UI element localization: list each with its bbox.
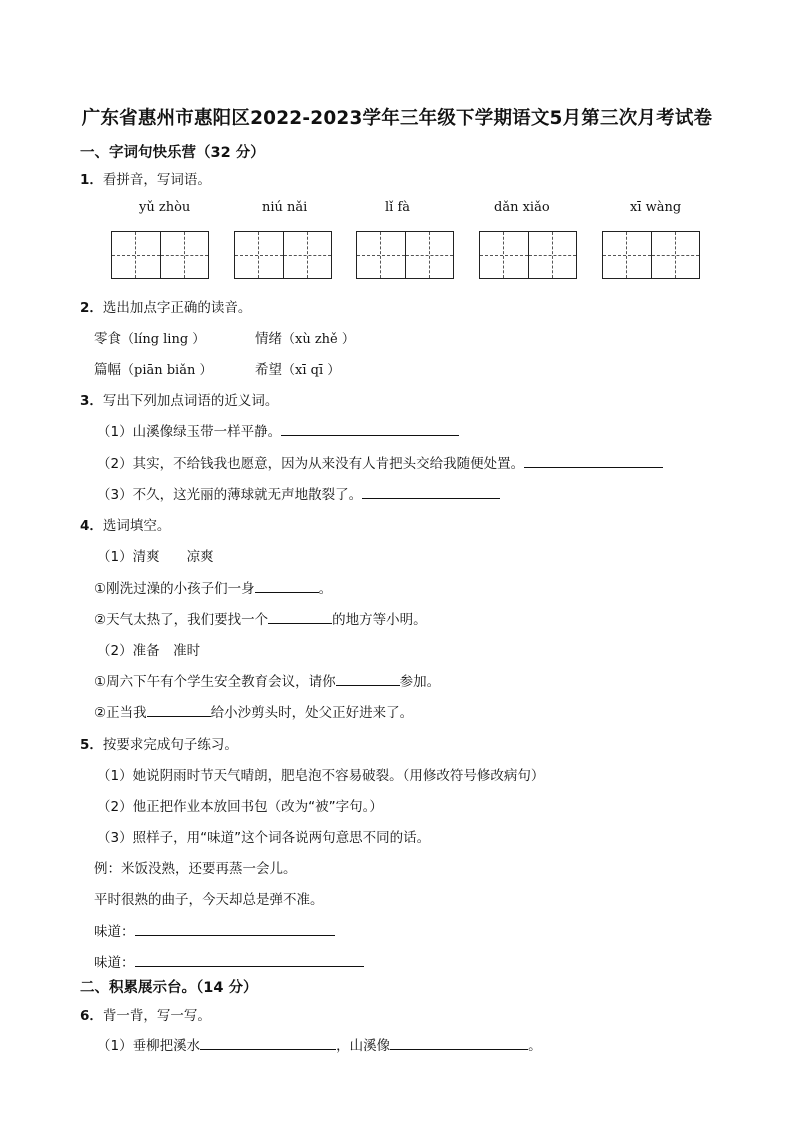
question-5	[80, 733, 238, 753]
answer-blank[interactable]	[336, 671, 400, 686]
word-choice-group: （2）准备 准时	[97, 643, 201, 659]
sentence-text: 的地方等小明。	[332, 612, 427, 628]
answer-blank[interactable]	[390, 1035, 528, 1050]
question-number: 2．	[80, 300, 103, 316]
answer-blank[interactable]	[268, 609, 332, 624]
question-prompt: 看拼音，写词语。	[102, 172, 211, 188]
writing-grid[interactable]	[479, 231, 577, 279]
writing-cell[interactable]	[235, 232, 283, 278]
word-choice-group: （1）清爽 凉爽	[97, 549, 214, 565]
reading-options: （piān biǎn ）	[121, 363, 213, 378]
question-6	[80, 1004, 211, 1024]
question-prompt: 按要求完成句子练习。	[102, 737, 238, 753]
example-sentence: 例：米饭没熟，还要再蒸一会儿。	[94, 861, 297, 877]
answer-blank[interactable]	[135, 921, 335, 936]
question-number: 1．	[80, 172, 103, 188]
question-3	[80, 389, 278, 409]
sentence-text: ①周六下午有个学生安全教育会议，请你	[94, 674, 336, 690]
synonym-item	[97, 452, 663, 472]
reading-word: 零食	[94, 331, 121, 347]
example-sentence: 平时很熟的曲子，今天却总是弹不准。	[94, 892, 324, 908]
writing-grid[interactable]	[234, 231, 332, 279]
synonym-sentence: （1）山溪像绿玉带一样平静。	[97, 424, 282, 440]
reading-options: （xù zhě ）	[282, 332, 355, 347]
sentence-text: ①刚洗过澡的小孩子们一身	[94, 581, 255, 597]
synonym-item	[97, 420, 459, 440]
reading-word: 希望	[255, 362, 282, 378]
sentence-text: 给小沙剪头时，处父正好进来了。	[210, 705, 414, 721]
sentence-task: （3）照样子，用“味道”这个词各说两句意思不同的话。	[97, 830, 431, 846]
writing-cell[interactable]	[405, 232, 453, 278]
question-prompt: 背一背，写一写。	[102, 1008, 211, 1024]
writing-cell[interactable]	[480, 232, 528, 278]
writing-cell[interactable]	[357, 232, 405, 278]
answer-label: 味道：	[94, 955, 135, 971]
answer-blank[interactable]	[135, 952, 364, 967]
writing-grid[interactable]	[356, 231, 454, 279]
reading-word: 篇幅	[94, 362, 121, 378]
sentence-text: ②天气太热了，我们要找一个	[94, 612, 269, 628]
question-1	[80, 168, 211, 188]
fill-sentence	[94, 608, 427, 628]
sentence-text: ②正当我	[94, 705, 147, 721]
reading-item	[94, 327, 205, 347]
answer-blank[interactable]	[147, 702, 211, 717]
writing-cell[interactable]	[112, 232, 160, 278]
answer-blank[interactable]	[200, 1035, 336, 1050]
page-title: 广东省惠州市惠阳区2022-2023学年三年级下学期语文5月第三次月考试卷	[81, 108, 713, 129]
reading-word: 情绪	[255, 331, 282, 347]
question-prompt: 选词填空。	[102, 518, 171, 534]
pinyin-label: niú nǎi	[262, 200, 308, 215]
fill-sentence	[94, 670, 440, 690]
synonym-item	[97, 483, 500, 503]
synonym-sentence: （2）其实，不给钱我也愿意，因为从来没有人肯把头交给我随便处置。	[97, 456, 525, 472]
section-heading-2: 二、积累展示台。（14 分）	[80, 980, 258, 996]
answer-blank[interactable]	[281, 421, 459, 436]
question-number: 6．	[80, 1008, 103, 1024]
sentence-text: 。	[528, 1038, 542, 1054]
fill-sentence	[94, 577, 332, 597]
answer-blank[interactable]	[255, 578, 319, 593]
reading-item	[255, 358, 340, 378]
answer-blank[interactable]	[524, 453, 663, 468]
answer-label: 味道：	[94, 924, 135, 940]
answer-line	[94, 951, 364, 971]
writing-grid[interactable]	[111, 231, 209, 279]
writing-cell[interactable]	[528, 232, 576, 278]
synonym-sentence: （3）不久，这光丽的薄球就无声地散裂了。	[97, 487, 363, 503]
sentence-text: ，山溪像	[336, 1038, 391, 1054]
answer-blank[interactable]	[362, 484, 500, 499]
question-number: 3．	[80, 393, 103, 409]
fill-sentence	[94, 701, 413, 721]
writing-grid[interactable]	[602, 231, 700, 279]
writing-cell[interactable]	[283, 232, 331, 278]
question-prompt: 写出下列加点词语的近义词。	[102, 393, 279, 409]
answer-line	[94, 920, 335, 940]
reading-options: （xī qī ）	[282, 363, 341, 378]
reading-options: （líng ling ）	[121, 332, 206, 347]
reading-item	[94, 358, 212, 378]
sentence-task: （2）他正把作业本放回书包（改为“被”字句。）	[97, 799, 383, 815]
pinyin-label: lǐ fà	[385, 200, 411, 215]
sentence-text: 参加。	[399, 674, 441, 690]
pinyin-label: xī wàng	[630, 200, 682, 215]
writing-cell[interactable]	[651, 232, 699, 278]
writing-cell[interactable]	[603, 232, 651, 278]
pinyin-label: dǎn xiǎo	[494, 200, 550, 215]
writing-cell[interactable]	[160, 232, 208, 278]
question-number: 5．	[80, 737, 103, 753]
question-4	[80, 514, 170, 534]
question-prompt: 选出加点字正确的读音。	[102, 300, 252, 316]
section-heading-1: 一、字词句快乐营（32 分）	[80, 145, 265, 161]
question-number: 4．	[80, 518, 103, 534]
recite-item	[97, 1034, 542, 1054]
sentence-text: 。	[318, 581, 333, 597]
pinyin-label: yǔ zhòu	[139, 200, 191, 215]
question-2	[80, 296, 251, 316]
sentence-text: （1）垂柳把溪水	[97, 1038, 201, 1054]
sentence-task: （1）她说阴雨时节天气晴朗，肥皂泡不容易破裂。（用修改符号修改病句）	[97, 768, 545, 784]
reading-item	[255, 327, 355, 347]
